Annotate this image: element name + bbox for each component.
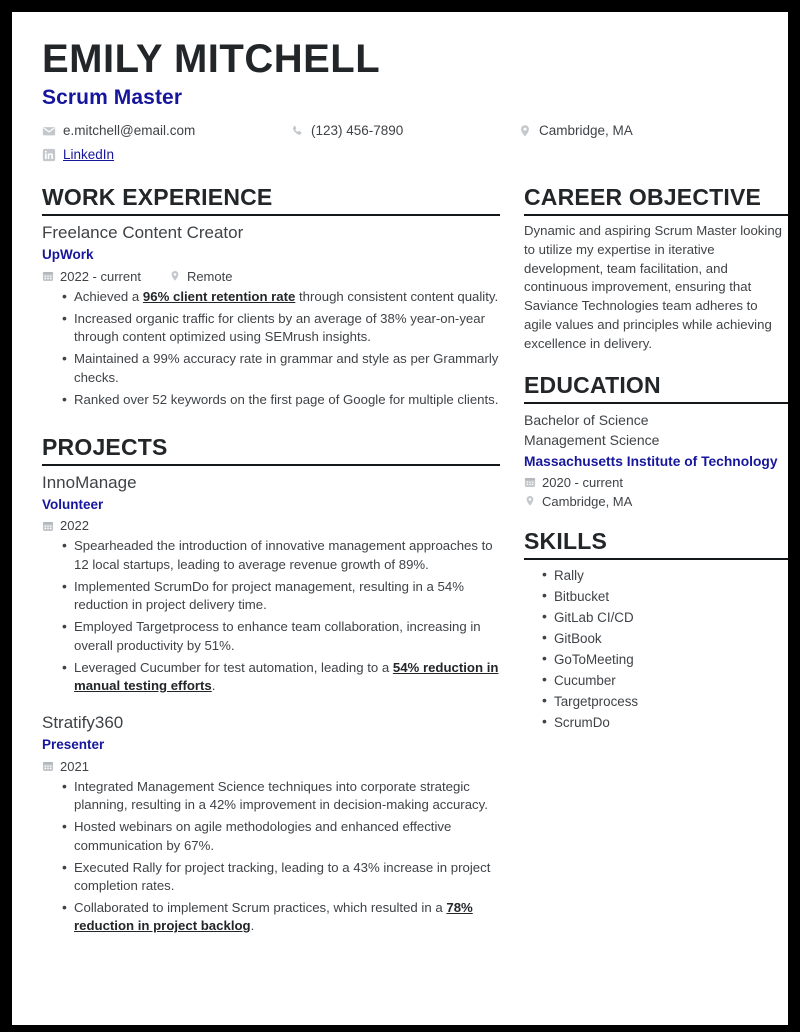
section-title-career-objective: CAREER OBJECTIVE: [524, 184, 762, 211]
project-entry: [42, 472, 500, 695]
section-title-projects: PROJECTS: [42, 434, 168, 461]
bullet-pre: Increased organic traffic for clients by an average of 38% year-on-year through content optimized using SEMrush insights.: [74, 310, 485, 345]
location-icon: [524, 495, 536, 507]
bullet-pre: Spearheaded the introduction of innovative management approaches to 12 local startups, leading to average revenue growth of 89%.: [74, 538, 493, 572]
section-skills: [524, 529, 788, 732]
work-entry-location-text: Remote: [186, 268, 233, 284]
bullet-pre: Executed Rally for project tracking, leading to a 43% increase in project completion rates.: [74, 859, 491, 893]
bullet-pre: Implemented ScrumDo for project management, resulting in a 54% reduction in project delivery time.: [74, 578, 464, 613]
bullet-pre: Leveraged Cucumber for test automation, leading to a: [74, 659, 393, 675]
project-entry-date-text: 2022: [60, 518, 89, 534]
candidate-role: Scrum Master: [42, 86, 183, 109]
list-item: [62, 818, 500, 854]
left-column: [42, 185, 500, 935]
education-degree: Bachelor of Science: [524, 412, 649, 429]
education-field: Management Science: [524, 432, 660, 449]
work-entry-date-text: 2022 - current: [60, 268, 141, 284]
list-item: [62, 537, 500, 573]
calendar-icon: [42, 520, 54, 532]
location-icon: [169, 270, 181, 282]
list-item: • Targetprocess: [542, 692, 788, 711]
list-item: • Cucumber: [542, 671, 788, 690]
bullet-highlight: 96% client retention rate: [142, 288, 296, 304]
resume-page: [12, 12, 788, 1025]
section-title-work-experience: WORK EXPERIENCE: [42, 184, 273, 211]
project-entry-role: Volunteer: [42, 496, 104, 512]
list-item: • GitLab CI/CD: [542, 608, 788, 627]
project-entry: [42, 712, 500, 935]
section-divider: [524, 214, 788, 216]
bullet-pre: Employed Targetprocess to enhance team collaboration, increasing in overall productivity by 51%.: [74, 619, 481, 653]
work-entry-title: Freelance Content Creator: [42, 223, 244, 243]
project-entry-meta: [42, 518, 500, 533]
work-entry-bullets: [42, 288, 500, 409]
calendar-icon: [42, 760, 54, 772]
bullet-pre: Collaborated to implement Scrum practices, which resulted in a: [74, 900, 447, 916]
location-icon: [518, 124, 532, 138]
list-item: • Bitbucket: [542, 587, 788, 606]
education-location-text: Cambridge, MA: [542, 493, 633, 509]
contact-phone[interactable]: [290, 123, 518, 139]
education-school: Massachusetts Institute of Technology: [524, 453, 778, 469]
list-item: [62, 310, 500, 346]
project-entry-role: Presenter: [42, 737, 105, 753]
contact-linkedin-link[interactable]: LinkedIn: [63, 147, 115, 163]
skills-list: [524, 566, 788, 732]
list-item: • Rally: [542, 566, 788, 585]
section-title-skills: SKILLS: [524, 527, 607, 554]
list-item: [62, 778, 500, 814]
contact-info: [42, 123, 758, 163]
resume-header: [42, 38, 758, 163]
section-education: [524, 373, 788, 509]
list-item: • GitBook: [542, 629, 788, 648]
work-entry-company: UpWork: [42, 247, 94, 263]
bullet-pre: Maintained a 99% accuracy rate in grammar and style as per Grammarly checks.: [74, 351, 499, 385]
section-divider: [524, 402, 788, 404]
calendar-icon: [524, 476, 536, 488]
work-entry-meta: [42, 269, 500, 284]
section-work-experience: [42, 185, 500, 409]
project-entry-bullets: [42, 537, 500, 695]
calendar-icon: [42, 270, 54, 282]
education-date: [524, 475, 788, 490]
work-entry-location: [169, 269, 233, 284]
list-item: [62, 578, 500, 614]
list-item: • GoToMeeting: [542, 650, 788, 669]
section-divider: [42, 214, 500, 216]
section-projects: [42, 435, 500, 936]
right-column: [524, 185, 788, 731]
contact-email[interactable]: [42, 123, 290, 139]
project-entry-title: InnoManage: [42, 472, 137, 492]
list-item: [62, 618, 500, 654]
project-entry-date-text: 2021: [60, 758, 89, 774]
list-item: [62, 659, 500, 695]
contact-email-text: e.mitchell@email.com: [63, 123, 196, 138]
contact-location-text: Cambridge, MA: [539, 123, 633, 138]
candidate-name: EMILY MITCHELL: [42, 37, 381, 81]
work-entry-date: [42, 269, 141, 284]
project-entry-date: [42, 518, 89, 533]
education-location: [524, 494, 788, 509]
list-item: [62, 350, 500, 386]
resume-body: [42, 184, 782, 935]
project-entry-title: Stratify360: [42, 713, 124, 733]
list-item: [62, 859, 500, 895]
contact-linkedin[interactable]: [42, 147, 290, 163]
section-divider: [524, 558, 788, 560]
career-objective-text: Dynamic and aspiring Scrum Master looking to utilize my expertise in iterative development, team facilitation, and continuous improvement, ensuring that Saviance Technologies team adheres to agile values and principles while achieving excellence in delivery.: [524, 223, 782, 351]
bullet-post: through consistent content quality.: [295, 288, 499, 304]
bullet-pre: Ranked over 52 keywords on the first page of Google for multiple clients.: [74, 391, 499, 407]
contact-phone-text: (123) 456-7890: [311, 123, 404, 138]
contact-location: [518, 123, 758, 139]
project-entry-meta: [42, 759, 500, 774]
linkedin-icon: [42, 148, 56, 162]
education-date-text: 2020 - current: [542, 474, 623, 490]
email-icon: [42, 124, 56, 138]
bullet-pre: Integrated Management Science techniques into corporate strategic planning, resulting in a 42% improvement in decision-making accuracy.: [74, 778, 488, 813]
list-item: [62, 288, 500, 306]
section-career-objective: [524, 185, 788, 353]
bullet-highlight: 54% reduction in manual testing efforts: [74, 659, 499, 693]
project-entry-bullets: [42, 778, 500, 936]
project-entry-date: [42, 759, 89, 774]
bullet-pre: Hosted webinars on agile methodologies and enhanced effective communication by 67%.: [74, 819, 452, 853]
work-entry: [42, 222, 500, 409]
list-item: • ScrumDo: [542, 713, 788, 732]
bullet-post: .: [250, 918, 255, 934]
bullet-highlight: 78% reduction in project backlog: [74, 900, 473, 934]
section-title-education: EDUCATION: [524, 372, 661, 399]
phone-icon: [290, 124, 304, 138]
section-divider: [42, 464, 500, 466]
bullet-pre: Achieved a: [74, 288, 143, 304]
list-item: [62, 899, 500, 935]
list-item: [62, 391, 500, 409]
bullet-post: .: [211, 678, 216, 693]
